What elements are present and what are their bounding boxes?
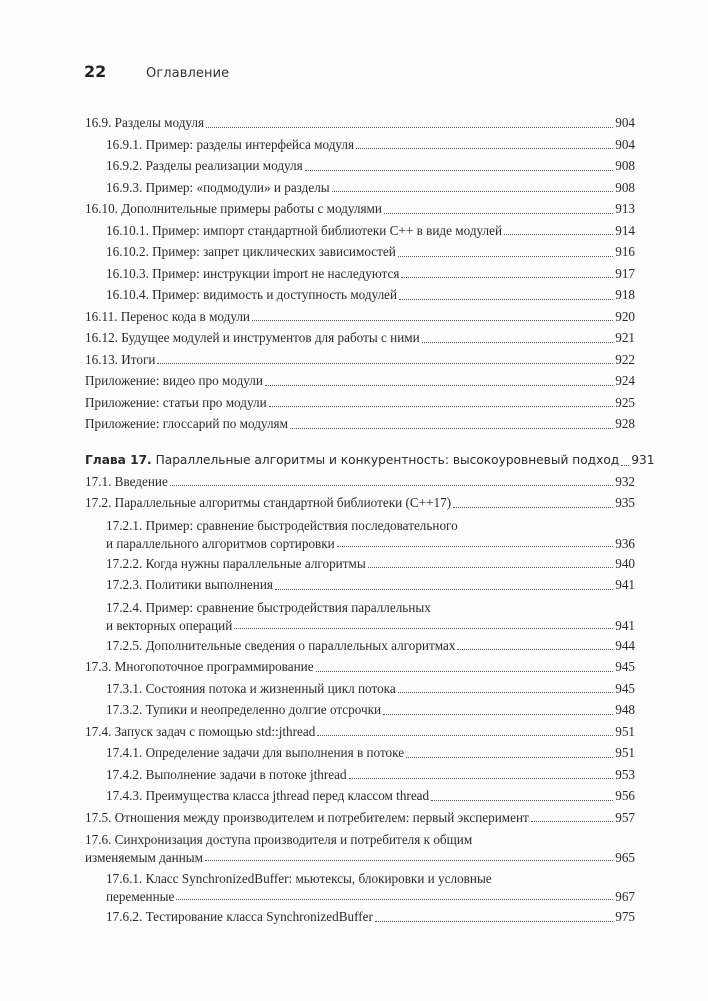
toc-entry-page: 920: [615, 308, 635, 324]
toc-entry-page: 917: [615, 265, 635, 281]
toc-entry-page: 904: [615, 115, 635, 130]
toc-entry-text: 16.11. Перенос кода в модули: [85, 308, 250, 324]
dot-leader: [398, 256, 613, 257]
toc-entry[interactable]: [85, 134, 635, 156]
toc-entry-page: 951: [615, 745, 635, 760]
toc-entry-page: 924: [615, 373, 635, 388]
toc-entry-page: 941: [615, 577, 635, 592]
toc-entry-text: 17.5. Отношения между производителем и потребителем: первый эксперимент: [85, 809, 529, 825]
toc-entry[interactable]: [85, 721, 635, 743]
toc-entry-text: 17.2.2. Когда нужны параллельные алгоритмы: [106, 555, 366, 571]
toc-entry[interactable]: [85, 177, 635, 199]
toc-entry-text: 16.10.1. Пример: импорт стандартной библиотеки C++ в виде модулей: [106, 222, 503, 238]
toc-entry[interactable]: [85, 764, 635, 786]
toc-entry-text: 17.6.2. Тестирование класса SynchronizedBuffer: [106, 909, 373, 924]
toc-entry-text: 17.2.5. Дополнительные сведения о параллельных алгоритмах: [106, 637, 456, 653]
toc-entry-page: 945: [615, 680, 635, 696]
dot-leader: [332, 191, 614, 192]
table-of-contents: [85, 112, 655, 928]
toc-entry-text: Приложение: статьи про модули: [85, 394, 267, 410]
dot-leader: [368, 567, 614, 568]
toc-entry[interactable]: [85, 241, 635, 263]
toc-entry-page: 953: [615, 766, 635, 782]
toc-entry[interactable]: [85, 553, 635, 575]
toc-entry[interactable]: [85, 492, 635, 514]
toc-entry-text-line1: 17.2.1. Пример: сравнение быстродействия последовательного: [106, 517, 458, 533]
dot-leader: [399, 299, 613, 300]
toc-entry-page: 957: [615, 809, 635, 825]
dot-leader: [349, 778, 614, 779]
toc-entry-page: 940: [615, 555, 635, 571]
toc-entry[interactable]: [85, 574, 635, 596]
toc-entry-page: 965: [615, 850, 635, 865]
toc-entry-text-line1: 17.2.4. Пример: сравнение быстродействия параллельных: [106, 599, 431, 615]
toc-entry[interactable]: [85, 656, 635, 678]
toc-entry-text-line1: 17.6.1. Класс SynchronizedBuffer: мьютексы, блокировки и условные: [106, 871, 492, 886]
dot-leader: [431, 800, 613, 801]
toc-entry[interactable]: [85, 807, 635, 829]
chapter-heading[interactable]: [85, 449, 655, 471]
dot-leader: [157, 363, 613, 364]
toc-entry-page: 928: [615, 416, 635, 431]
toc-entry-page: 914: [615, 222, 635, 238]
dot-leader: [316, 671, 614, 672]
dot-leader: [170, 485, 613, 486]
dot-leader: [206, 127, 613, 128]
toc-entry[interactable]: [85, 699, 635, 721]
chapter-page: 931: [631, 452, 655, 467]
toc-entry[interactable]: [85, 220, 635, 242]
toc-entry[interactable]: [85, 635, 635, 657]
dot-leader: [269, 406, 614, 407]
toc-entry-text: 16.10.4. Пример: видимость и доступность модулей: [106, 287, 398, 302]
toc-entry[interactable]: [85, 263, 635, 285]
dot-leader: [621, 465, 629, 466]
dot-leader: [398, 692, 614, 693]
dot-leader: [453, 507, 613, 508]
toc-entry-text: Приложение: видео про модули: [85, 373, 263, 388]
toc-entry[interactable]: [85, 906, 635, 928]
toc-entry-text: 17.3. Многопоточное программирование: [85, 659, 314, 674]
toc-entry-text: 17.4.3. Преимущества класса jthread перед классом thread: [106, 788, 430, 803]
toc-entry[interactable]: [85, 306, 635, 328]
toc-entry-page: 941: [615, 617, 635, 633]
dot-leader: [290, 428, 613, 429]
toc-entry-text-line2: изменяемым данным: [85, 850, 203, 865]
toc-entry[interactable]: [85, 742, 635, 764]
toc-entry-page: 936: [615, 535, 635, 551]
toc-entry-page: 935: [615, 495, 635, 510]
toc-entry-text: 17.2. Параллельные алгоритмы стандартной библиотеки (C++17): [85, 495, 452, 510]
toc-entry[interactable]: [85, 112, 635, 134]
toc-entry[interactable]: [85, 155, 635, 177]
toc-section-16: [85, 112, 635, 435]
dot-leader: [265, 385, 613, 386]
toc-entry-page: 916: [615, 244, 635, 259]
dot-leader: [337, 546, 613, 547]
chapter-title: Параллельные алгоритмы и конкурентность: высокоуровневый подход: [155, 452, 620, 467]
toc-entry-text: 17.4. Запуск задач с помощью std::jthread: [85, 723, 316, 739]
toc-entry-text-line2: и векторных операций: [106, 617, 233, 633]
toc-entry[interactable]: [85, 392, 635, 414]
toc-entry-text: 17.1. Введение: [85, 473, 168, 489]
toc-section-17: [85, 471, 635, 928]
dot-leader: [176, 899, 613, 900]
toc-entry[interactable]: [85, 327, 635, 349]
dot-leader: [305, 170, 614, 171]
dot-leader: [383, 714, 613, 715]
dot-leader: [401, 277, 613, 278]
toc-entry[interactable]: [85, 785, 635, 807]
toc-entry[interactable]: [85, 678, 635, 700]
dot-leader: [205, 860, 613, 861]
dot-leader: [252, 320, 613, 321]
toc-entry-page: 932: [615, 473, 635, 489]
toc-entry-text: 16.13. Итоги: [85, 351, 156, 367]
toc-entry-page: 944: [615, 637, 635, 653]
dot-leader: [275, 589, 613, 590]
dot-leader: [504, 234, 613, 235]
toc-entry-page: 922: [615, 351, 635, 367]
toc-entry-text: 16.9.3. Пример: «подмодули» и разделы: [106, 179, 330, 195]
dot-leader: [375, 921, 613, 922]
toc-entry-page: 913: [615, 201, 635, 216]
chapter-label: Глава 17.: [85, 452, 152, 467]
toc-entry[interactable]: [85, 370, 635, 392]
page-number: 22: [84, 62, 107, 81]
toc-entry-text-line2: и параллельного алгоритмов сортировки: [106, 535, 335, 551]
toc-entry[interactable]: [85, 413, 635, 435]
dot-leader: [422, 342, 614, 343]
dot-leader: [531, 821, 613, 822]
toc-entry[interactable]: [85, 349, 635, 371]
dot-leader: [356, 148, 613, 149]
toc-entry[interactable]: [85, 284, 635, 306]
toc-entry-text: 17.4.2. Выполнение задачи в потоке jthread: [106, 766, 347, 782]
toc-entry[interactable]: [85, 198, 635, 220]
dot-leader: [234, 628, 613, 629]
toc-entry-text-line1: 17.6. Синхронизация доступа производителя и потребителя к общим: [85, 832, 473, 847]
toc-entry-text: 17.4.1. Определение задачи для выполнения в потоке: [106, 745, 405, 760]
running-title: Оглавление: [146, 66, 230, 81]
toc-entry-page: 921: [615, 330, 635, 345]
toc-entry-page: 908: [615, 158, 635, 173]
toc-entry-page: 951: [615, 723, 635, 739]
toc-entry[interactable]: [85, 828, 635, 867]
toc-entry[interactable]: [85, 596, 635, 635]
toc-entry-text: 16.10.2. Пример: запрет циклических зависимостей: [106, 244, 396, 259]
dot-leader: [384, 213, 613, 214]
toc-entry-text: 16.9.1. Пример: разделы интерфейса модуля: [106, 136, 355, 152]
dot-leader: [317, 735, 613, 736]
toc-entry[interactable]: [85, 867, 635, 906]
toc-entry-text: 16.10.3. Пример: инструкции import не наследуются: [106, 265, 400, 281]
toc-entry-page: 904: [615, 136, 635, 152]
toc-entry-page: 918: [615, 287, 635, 302]
toc-entry-text: 16.9.2. Разделы реализации модуля: [106, 158, 303, 173]
toc-entry-text: 16.12. Будущее модулей и инструментов для работы с ними: [85, 330, 420, 345]
toc-entry-text: 16.9. Разделы модуля: [85, 115, 205, 130]
toc-entry-page: 925: [615, 394, 635, 410]
toc-entry-text: 17.3.1. Состояния потока и жизненный цикл потока: [106, 680, 396, 696]
toc-entry[interactable]: [85, 471, 635, 493]
toc-entry-text: Приложение: глоссарий по модулям: [85, 416, 288, 431]
toc-entry-page: 967: [615, 889, 635, 904]
toc-entry-text: 17.2.3. Политики выполнения: [106, 577, 273, 592]
toc-entry-text: 16.10. Дополнительные примеры работы с модулями: [85, 201, 382, 216]
toc-entry-page: 956: [615, 788, 635, 803]
toc-entry-page: 975: [615, 909, 635, 924]
dot-leader: [406, 757, 613, 758]
toc-entry-page: 908: [615, 179, 635, 195]
toc-entry-text-line2: переменные: [106, 889, 175, 904]
dot-leader: [457, 649, 613, 650]
toc-entry-page: 948: [615, 702, 635, 717]
toc-entry[interactable]: [85, 514, 635, 553]
toc-entry-page: 945: [615, 659, 635, 674]
toc-entry-text: 17.3.2. Тупики и неопределенно долгие отсрочки: [106, 702, 382, 717]
running-head: [84, 62, 229, 81]
